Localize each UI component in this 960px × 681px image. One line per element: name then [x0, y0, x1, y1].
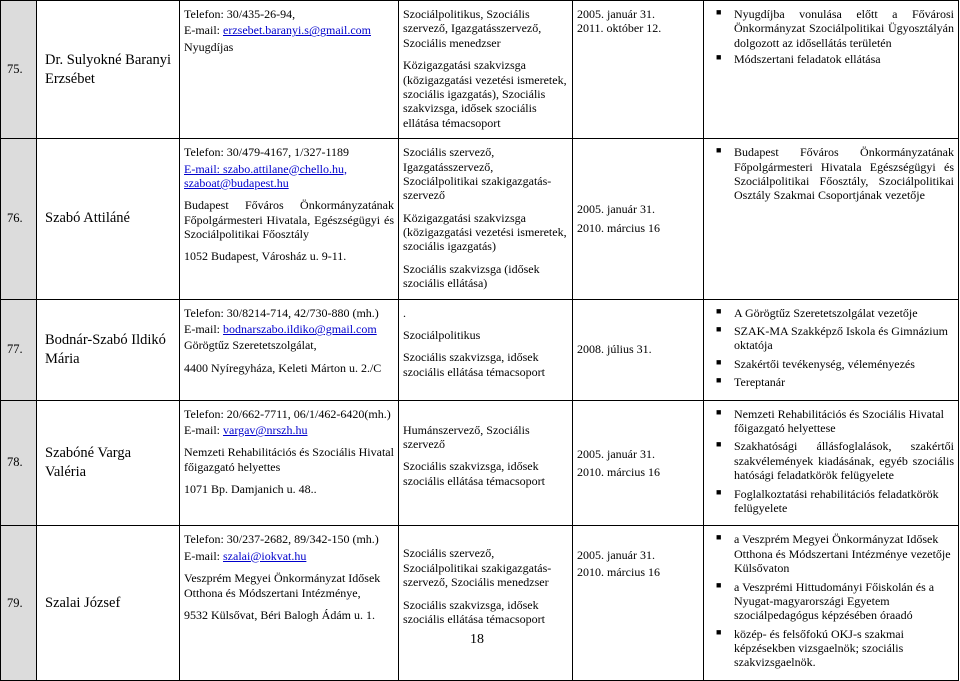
- dates-cell: 2005. január 31. 2010. március 16: [573, 526, 704, 681]
- person-name: Bodnár-Szabó Ildikó Mária: [37, 299, 180, 400]
- person-name: Szabóné Varga Valéria: [37, 400, 180, 526]
- list-item: ■ a Veszprémi Hittudományi Főiskolán és a Nyugat-magyarországi Egyetem szociálpedagógus képzésében óraadó: [734, 580, 954, 623]
- list-item: ■ Szakhatósági állásfoglalások, szakértői szakvélemények kiadásának, egyéb szociális hatósági feladatkörök felügyelete: [734, 439, 954, 482]
- email-link[interactable]: vargav@nrszh.hu: [223, 422, 308, 437]
- row-number: 76.: [1, 139, 37, 300]
- qualifications-cell: . Szociálpolitikus Szociális szakvizsga, idősek szociális ellátása témacsoport: [399, 299, 573, 400]
- dates-cell: 2005. január 31. 2010. március 16: [573, 400, 704, 526]
- dates-cell: 2005. január 31. 2010. március 16: [573, 139, 704, 300]
- qualifications-cell: Szociális szervező, Igazgatásszervező, Szociálpolitikai szakigazgatás-szervező Közigazgatási szakvizsga (közigazgatási vezetési ismeretek, szociális igazgatás) Szociális szakvizsga (idősek szociális ellátása): [399, 139, 573, 300]
- row-number: 77.: [1, 299, 37, 400]
- list-item: ■ Budapest Főváros Önkormányzatának Főpolgármesteri Hivatala Egészségügyi és Szociálpolitikai Főosztály, Szociálpolitikai Osztály Szakmai Csoportjának vezetője: [734, 145, 954, 203]
- contact-cell: Telefon: 30/479-4167, 1/327-1189 E-mail: szabo.attilane@chello.hu, szaboat@budapest.hu Budapest Főváros Önkormányzatának Főpolgármesteri Hivatala, Egészségügyi és Szociálpolitikai Főosztály 1052 Budapest, Városház u. 9-11.: [180, 139, 399, 300]
- contact-cell: Telefon: 20/662-7711, 06/1/462-6420(mh.) E-mail: vargav@nrszh.hu Nemzeti Rehabilitációs és Szociális Hivatal főigazgató helyettes 1071 Bp. Damjanich u. 48..: [180, 400, 399, 526]
- email-link[interactable]: erzsebet.baranyi.s@gmail.com: [223, 23, 371, 38]
- person-name: Szalai József: [37, 526, 180, 681]
- table-row: [1, 400, 959, 526]
- list-item: ■ A Görögtűz Szeretetszolgálat vezetője: [734, 306, 954, 320]
- page-number: 18: [470, 632, 484, 647]
- activities-cell: [704, 1, 959, 139]
- activities-cell: [704, 299, 959, 400]
- list-item: ■ közép- és felsőfokú OKJ-s szakmai képzésekben vizsgaelnök; szociális szakvizsgaelnök.: [734, 627, 954, 670]
- list-item: ■ Módszertani feladatok ellátása: [734, 52, 954, 66]
- person-name: Dr. Sulyokné Baranyi Erzsébet: [37, 1, 180, 139]
- email-link[interactable]: szalai@iokvat.hu: [223, 548, 307, 563]
- list-item: ■ Tereptanár: [734, 375, 954, 389]
- qualifications-cell: Szociálpolitikus, Szociális szervező, Igazgatásszervező, Szociális menedzser Közigazgatási szakvizsga (közigazgatási vezetési ismeretek, szociális igazgatás), Szociális szakvizsga, idősek szociális ellátása témacsoport: [399, 1, 573, 139]
- email-link[interactable]: bodnarszabo.ildiko@gmail.com: [223, 322, 377, 337]
- contact-cell: Telefon: 30/435-26-94, E-mail: erzsebet.baranyi.s@gmail.com Nyugdíjas: [180, 1, 399, 139]
- table-row: [1, 139, 959, 300]
- table-row: [1, 299, 959, 400]
- dates-cell: 2005. január 31. 2011. október 12.: [573, 1, 704, 139]
- row-number: 75.: [1, 1, 37, 139]
- row-number: 79.: [1, 526, 37, 681]
- email-link: E-mail: szabo.attilane@chello.hu, szaboat@budapest.hu: [184, 161, 347, 190]
- contact-cell: Telefon: 30/237-2682, 89/342-150 (mh.) E-mail: szalai@iokvat.hu Veszprém Megyei Önkormányzat Idősek Otthona és Módszertani Intézménye, 9532 Külsővat, Béri Balogh Ádám u. 1.: [180, 526, 399, 681]
- dates-cell: 2008. július 31.: [573, 299, 704, 400]
- row-number: 78.: [1, 400, 37, 526]
- list-item: ■ Foglalkoztatási rehabilitációs feladatkörök felügyelete: [734, 487, 954, 516]
- person-name: Szabó Attiláné: [37, 139, 180, 300]
- list-item: ■ Nemzeti Rehabilitációs és Szociális Hivatal főigazgató helyettese: [734, 407, 954, 436]
- list-item: ■ Szakértői tevékenység, véleményezés: [734, 357, 954, 371]
- activities-cell: [704, 400, 959, 526]
- contact-cell: Telefon: 30/8214-714, 42/730-880 (mh.) E-mail: bodnarszabo.ildiko@gmail.com Görögtűz Szeretetszolgálat, 4400 Nyíregyháza, Keleti Márton u. 2./C: [180, 299, 399, 400]
- list-item: ■ Nyugdíjba vonulása előtt a Fővárosi Önkormányzat Szociálpolitikai Ügyosztályán dolgozott az idősellátás területén: [734, 7, 954, 50]
- table-row: [1, 526, 959, 681]
- activities-cell: [704, 139, 959, 300]
- qualifications-cell: Szociális szervező, Szociálpolitikai szakigazgatás-szervező, Szociális menedzser Szociális szakvizsga, idősek szociális ellátása témacsoport: [399, 526, 573, 681]
- activities-cell: [704, 526, 959, 681]
- table-row: [1, 1, 959, 139]
- list-item: ■ SZAK-MA Szakképző Iskola és Gimnázium oktatója: [734, 324, 954, 353]
- qualifications-cell: Humánszervező, Szociális szervező Szociális szakvizsga, idősek szociális ellátása témacsoport: [399, 400, 573, 526]
- list-item: ■ a Veszprém Megyei Önkormányzat Idősek Otthona és Módszertani Intézménye vezetője Külsővaton: [734, 532, 954, 575]
